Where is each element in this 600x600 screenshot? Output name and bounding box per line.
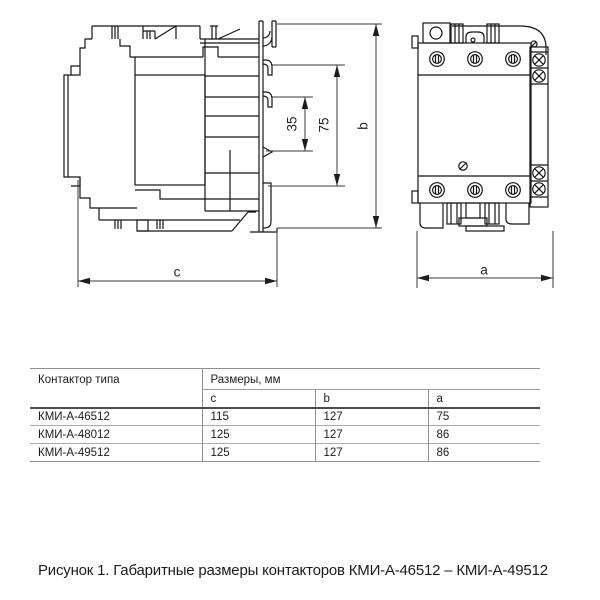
cell-a: 86 <box>428 444 540 462</box>
cell-c: 115 <box>202 408 315 426</box>
header-col-c: c <box>202 390 315 408</box>
aux-screws <box>533 54 545 195</box>
front-view-drawing <box>412 23 548 231</box>
terminal-screws-bottom <box>430 183 521 198</box>
cell-a: 75 <box>428 408 540 426</box>
header-sizes: Размеры, мм <box>202 369 540 390</box>
table-row <box>30 444 540 462</box>
cell-b: 127 <box>315 426 428 444</box>
dim-label-a: a <box>480 262 488 278</box>
dim-label-35: 35 <box>284 116 300 132</box>
table-row <box>30 408 540 426</box>
header-col-a: a <box>428 390 540 408</box>
side-view-drawing <box>64 21 277 232</box>
header-col-b: b <box>315 390 428 408</box>
cell-type: КМИ-А-49512 <box>30 444 202 462</box>
cell-type: КМИ-А-48012 <box>30 426 202 444</box>
cell-c: 125 <box>202 426 315 444</box>
cell-b: 127 <box>315 444 428 462</box>
dim-label-b: b <box>355 122 371 130</box>
cell-c: 125 <box>202 444 315 462</box>
dim-label-75: 75 <box>316 117 332 133</box>
dimensions-table <box>30 368 540 462</box>
figure-caption: Рисунок 1. Габаритные размеры контакторов КМИ-А-46512 – КМИ-А-49512 <box>38 562 548 579</box>
dim-label-c: c <box>173 264 181 280</box>
cell-type: КМИ-А-46512 <box>30 408 202 426</box>
terminal-screws-top <box>430 52 521 67</box>
dimension-lines <box>78 24 553 288</box>
table-header-row <box>30 369 540 390</box>
header-type: Контактор типа <box>38 374 120 386</box>
cell-b: 127 <box>315 408 428 426</box>
cell-a: 86 <box>428 426 540 444</box>
table-row <box>30 426 540 444</box>
